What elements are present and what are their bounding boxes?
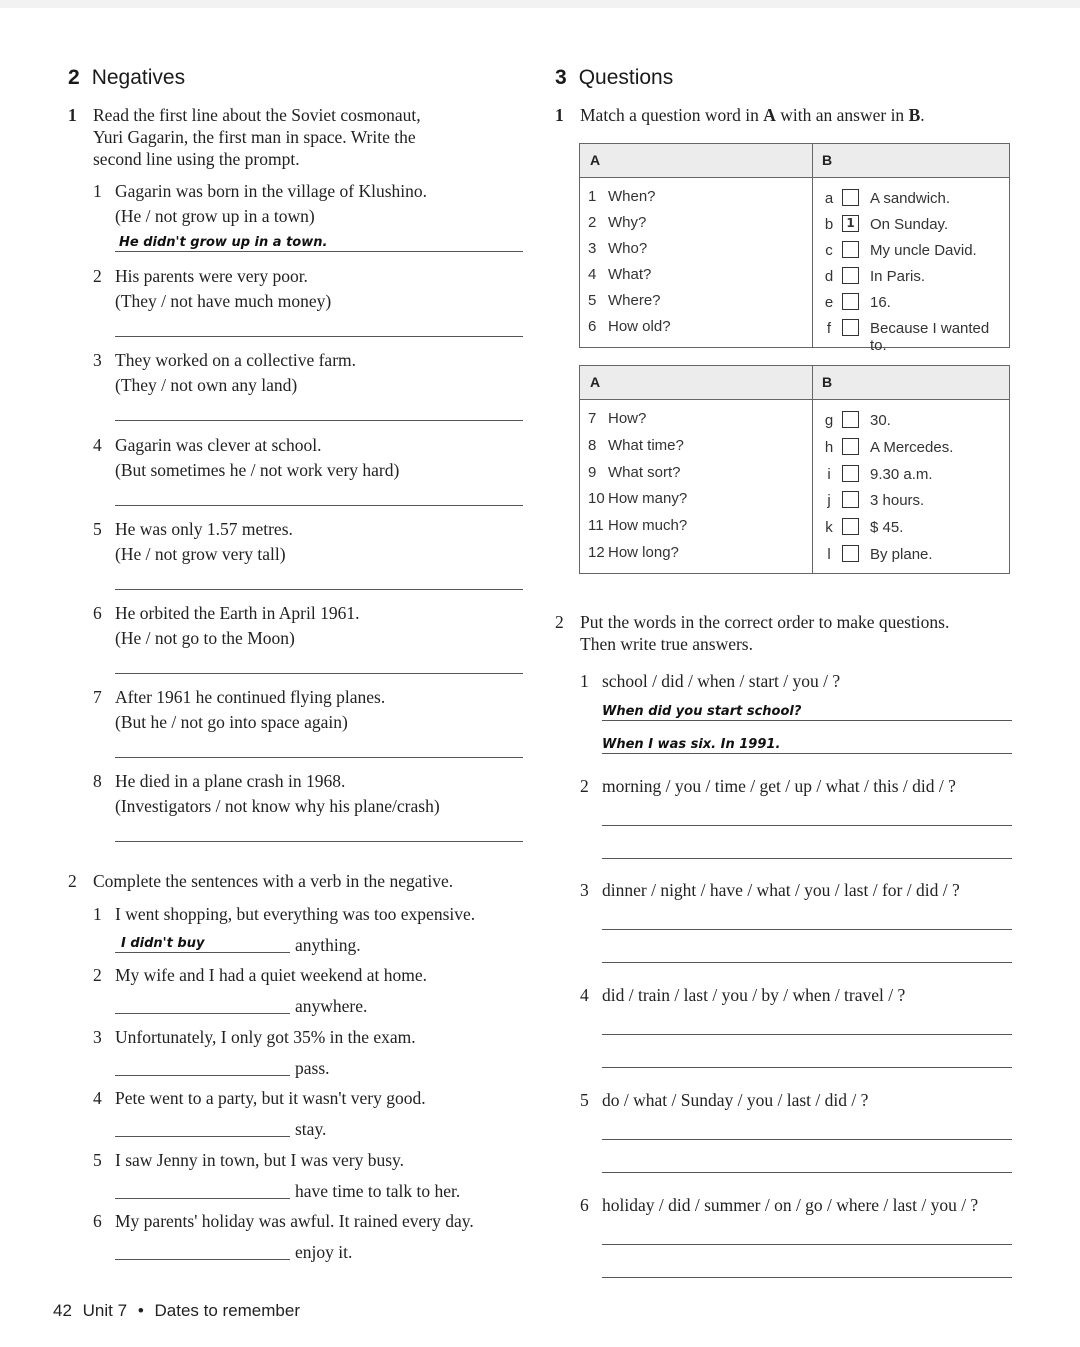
table-row [580, 437, 1009, 463]
question-answer-line[interactable] [602, 1139, 1012, 1140]
item-number: 4 [93, 435, 102, 455]
unit-label: Unit 7 [82, 1301, 128, 1320]
instruction-column-b: B [908, 105, 921, 125]
blank-line[interactable] [115, 1013, 290, 1014]
table-row [580, 410, 1009, 436]
instruction-text: . [920, 105, 925, 125]
item-number: 5 [93, 1150, 102, 1170]
exercise-instruction [93, 104, 421, 170]
item-number: 6 [93, 603, 102, 623]
question-number: 10 [588, 490, 605, 508]
instruction-line: Read the first line about the Soviet cosmonaut, [93, 105, 421, 125]
item-prompt: (He / not grow very tall) [115, 544, 286, 564]
instruction-line: Put the words in the correct order to make questions. [580, 612, 950, 632]
question-word: What time? [608, 436, 684, 454]
item-number: 6 [93, 1211, 102, 1231]
answer-text: $ 45. [870, 519, 904, 537]
question-word: Who? [608, 240, 648, 257]
answer-line[interactable] [115, 757, 523, 758]
section-title: Negatives [91, 66, 186, 89]
item-number: 6 [580, 1195, 589, 1215]
answer-checkbox[interactable] [842, 491, 859, 508]
item-number: 2 [580, 776, 589, 796]
item-number: 5 [93, 519, 102, 539]
item-number: 2 [93, 965, 102, 985]
section-number: 2 [68, 66, 80, 89]
answer-text: In Paris. [870, 268, 926, 285]
table-row [580, 188, 1009, 214]
blank-line[interactable] [115, 1075, 290, 1076]
item-tail: anywhere. [295, 996, 368, 1016]
true-answer-line[interactable] [602, 858, 1012, 859]
column-header-b: B [822, 374, 833, 390]
column-header-b: B [822, 152, 833, 168]
item-number: 8 [93, 771, 102, 791]
item-prompt: (Investigators / not know why his plane/crash) [115, 796, 440, 816]
exercise-instruction [580, 611, 949, 655]
item-prompt: (He / not go to the Moon) [115, 628, 295, 648]
item-sentence: They worked on a collective farm. [115, 350, 357, 370]
answer-checkbox[interactable]: 1 [842, 215, 859, 232]
question-word: What sort? [608, 463, 681, 481]
question-number: 6 [588, 318, 597, 335]
answer-checkbox[interactable] [842, 411, 859, 428]
question-number: 3 [588, 240, 597, 257]
item-tail: enjoy it. [295, 1242, 353, 1262]
blank-line[interactable] [115, 1259, 290, 1260]
answer-letter: c [825, 242, 833, 259]
section-heading-questions [555, 66, 673, 90]
answer-letter: g [824, 412, 834, 429]
answer-text: My uncle David. [870, 242, 977, 259]
item-prompt: (They / not own any land) [115, 375, 298, 395]
page-number: 42 [53, 1301, 72, 1320]
item-prompt: (They / not have much money) [115, 291, 332, 311]
answer-line[interactable] [115, 673, 523, 674]
exercise-instruction [580, 104, 925, 126]
match-table [579, 365, 1010, 574]
answer-checkbox[interactable] [842, 189, 859, 206]
column-header-a: A [590, 374, 601, 390]
word-prompt: school / did / when / start / you / ? [602, 671, 841, 691]
answer-letter: j [827, 492, 831, 510]
instruction-column-a: A [763, 105, 776, 125]
true-answer-line[interactable] [602, 753, 1012, 754]
item-sentence: He died in a plane crash in 1968. [115, 771, 346, 791]
answer-checkbox[interactable] [842, 518, 859, 535]
item-number: 2 [93, 266, 102, 286]
answer-text: A Mercedes. [870, 438, 954, 456]
answer-text: 9.30 a.m. [870, 465, 933, 483]
instruction-line: Then write true answers. [580, 634, 753, 654]
answer-text: Because I wanted to. [870, 320, 990, 354]
item-tail: pass. [295, 1058, 330, 1078]
item-sentence: After 1961 he continued flying planes. [115, 687, 386, 707]
answer-line[interactable] [115, 589, 523, 590]
answer-letter: f [826, 320, 832, 337]
question-number: 8 [588, 436, 597, 454]
question-answer-line[interactable] [602, 720, 1012, 721]
item-tail: anything. [295, 935, 361, 955]
item-number: 1 [93, 904, 102, 924]
answer-letter: i [827, 465, 831, 483]
page-footer [53, 1301, 300, 1321]
handwritten-answer: He didn't grow up in a town. [119, 235, 328, 250]
item-number: 3 [580, 880, 589, 900]
exercise-number: 2 [68, 871, 77, 891]
handwritten-answer: I didn't buy [121, 936, 205, 951]
handwritten-question: When did you start school? [602, 704, 802, 719]
answer-text: 3 hours. [870, 492, 925, 510]
table-row [580, 214, 1009, 240]
answer-text: On Sunday. [870, 216, 949, 233]
question-word: How old? [608, 318, 671, 335]
blank-line[interactable] [115, 952, 290, 953]
exercise-number: 1 [68, 105, 77, 125]
question-word: How long? [608, 544, 679, 561]
table-row [580, 517, 1009, 543]
item-tail: stay. [295, 1119, 327, 1139]
item-sentence: He was only 1.57 metres. [115, 519, 293, 539]
answer-checkbox[interactable] [842, 241, 859, 258]
question-answer-line[interactable] [602, 1034, 1012, 1035]
item-sentence: My wife and I had a quiet weekend at home. [115, 965, 427, 985]
item-number: 3 [93, 350, 102, 370]
item-sentence: I saw Jenny in town, but I was very busy. [115, 1150, 405, 1170]
table-row [580, 490, 1009, 516]
top-bar [0, 0, 1080, 8]
table-row [580, 318, 1009, 354]
match-table [579, 143, 1010, 354]
question-number: 12 [588, 544, 605, 561]
table-row [580, 464, 1009, 490]
section-title: Questions [578, 66, 674, 89]
answer-text: By plane. [870, 546, 933, 563]
instruction-text: with an answer in [775, 105, 909, 125]
item-sentence: I went shopping, but everything was too expensive. [115, 904, 476, 924]
item-prompt: (But he / not go into space again) [115, 712, 348, 732]
handwritten-answer: When I was six. In 1991. [602, 737, 781, 752]
true-answer-line[interactable] [602, 1067, 1012, 1068]
blank-line[interactable] [115, 1198, 290, 1199]
answer-checkbox[interactable] [842, 267, 859, 284]
instruction-text: Match a question word in [580, 105, 764, 125]
answer-checkbox[interactable] [842, 545, 859, 562]
instruction-line: second line using the prompt. [93, 149, 300, 169]
question-number: 7 [588, 410, 597, 427]
answer-checkbox[interactable] [842, 438, 859, 455]
unit-title: Dates to remember [154, 1301, 300, 1320]
footer-bullet: • [137, 1301, 144, 1320]
answer-checkbox[interactable] [842, 319, 859, 336]
answer-checkbox[interactable] [842, 293, 859, 310]
item-number: 3 [93, 1027, 102, 1047]
column-header-a: A [590, 152, 601, 168]
question-word: What? [608, 266, 652, 283]
question-number: 4 [588, 266, 597, 283]
table-row [580, 266, 1009, 292]
table-header [580, 144, 1009, 178]
item-sentence: My parents' holiday was awful. It rained every day. [115, 1211, 474, 1231]
word-prompt: did / train / last / you / by / when / travel / ? [602, 985, 906, 1005]
instruction-line: Yuri Gagarin, the first man in space. Write the [93, 127, 416, 147]
item-number: 4 [93, 1088, 102, 1108]
question-number: 2 [588, 214, 597, 231]
word-prompt: morning / you / time / get / up / what / this / did / ? [602, 776, 956, 796]
item-number: 1 [93, 181, 102, 201]
table-row [580, 544, 1009, 570]
answer-line[interactable] [115, 420, 523, 421]
section-number: 3 [555, 66, 567, 89]
answer-text: A sandwich. [870, 190, 951, 207]
item-number: 5 [580, 1090, 589, 1110]
answer-line[interactable] [115, 251, 523, 252]
item-sentence: Gagarin was clever at school. [115, 435, 322, 455]
question-word: Why? [608, 214, 647, 231]
question-word: How many? [608, 490, 688, 508]
blank-line[interactable] [115, 1136, 290, 1137]
answer-line[interactable] [115, 841, 523, 842]
item-sentence: His parents were very poor. [115, 266, 308, 286]
item-prompt: (But sometimes he / not work very hard) [115, 460, 400, 480]
answer-text: 30. [870, 412, 891, 429]
answer-letter: d [824, 268, 834, 285]
section-heading-negatives [68, 66, 185, 90]
question-word: How much? [608, 517, 688, 535]
item-number: 7 [93, 687, 102, 707]
item-sentence: Gagarin was born in the village of Klushino. [115, 181, 428, 201]
true-answer-line[interactable] [602, 1172, 1012, 1173]
item-sentence: He orbited the Earth in April 1961. [115, 603, 360, 623]
item-number: 4 [580, 985, 589, 1005]
question-word: How? [608, 410, 647, 427]
word-prompt: do / what / Sunday / you / last / did / ? [602, 1090, 869, 1110]
item-sentence: Unfortunately, I only got 35% in the exam. [115, 1027, 416, 1047]
question-number: 1 [588, 188, 597, 205]
word-prompt: holiday / did / summer / on / go / where / last / you / ? [602, 1195, 979, 1215]
table-header [580, 366, 1009, 400]
item-sentence: Pete went to a party, but it wasn't very good. [115, 1088, 426, 1108]
answer-letter: h [824, 438, 834, 456]
true-answer-line[interactable] [602, 1277, 1012, 1278]
answer-text: 16. [870, 294, 891, 311]
question-number: 9 [588, 463, 597, 481]
item-number: 1 [580, 671, 589, 691]
exercise-number: 1 [555, 105, 564, 125]
answer-letter: l [827, 546, 831, 563]
item-tail: have time to talk to her. [295, 1181, 461, 1201]
question-word: Where? [608, 292, 661, 309]
answer-checkbox[interactable] [842, 465, 859, 482]
answer-letter: e [824, 294, 834, 311]
true-answer-line[interactable] [602, 962, 1012, 963]
exercise-instruction: Complete the sentences with a verb in the negative. [93, 871, 454, 891]
item-prompt: (He / not grow up in a town) [115, 206, 315, 226]
question-number: 11 [588, 517, 604, 535]
answer-line[interactable] [115, 336, 523, 337]
question-word: When? [608, 188, 656, 205]
table-row [580, 240, 1009, 266]
answer-line[interactable] [115, 505, 523, 506]
answer-letter: b [824, 216, 834, 233]
question-answer-line[interactable] [602, 825, 1012, 826]
answer-letter: a [824, 190, 834, 207]
table-row [580, 292, 1009, 318]
word-prompt: dinner / night / have / what / you / last / for / did / ? [602, 880, 960, 900]
question-answer-line[interactable] [602, 929, 1012, 930]
exercise-number: 2 [555, 612, 564, 632]
question-answer-line[interactable] [602, 1244, 1012, 1245]
answer-letter: k [825, 519, 833, 537]
question-number: 5 [588, 292, 597, 309]
